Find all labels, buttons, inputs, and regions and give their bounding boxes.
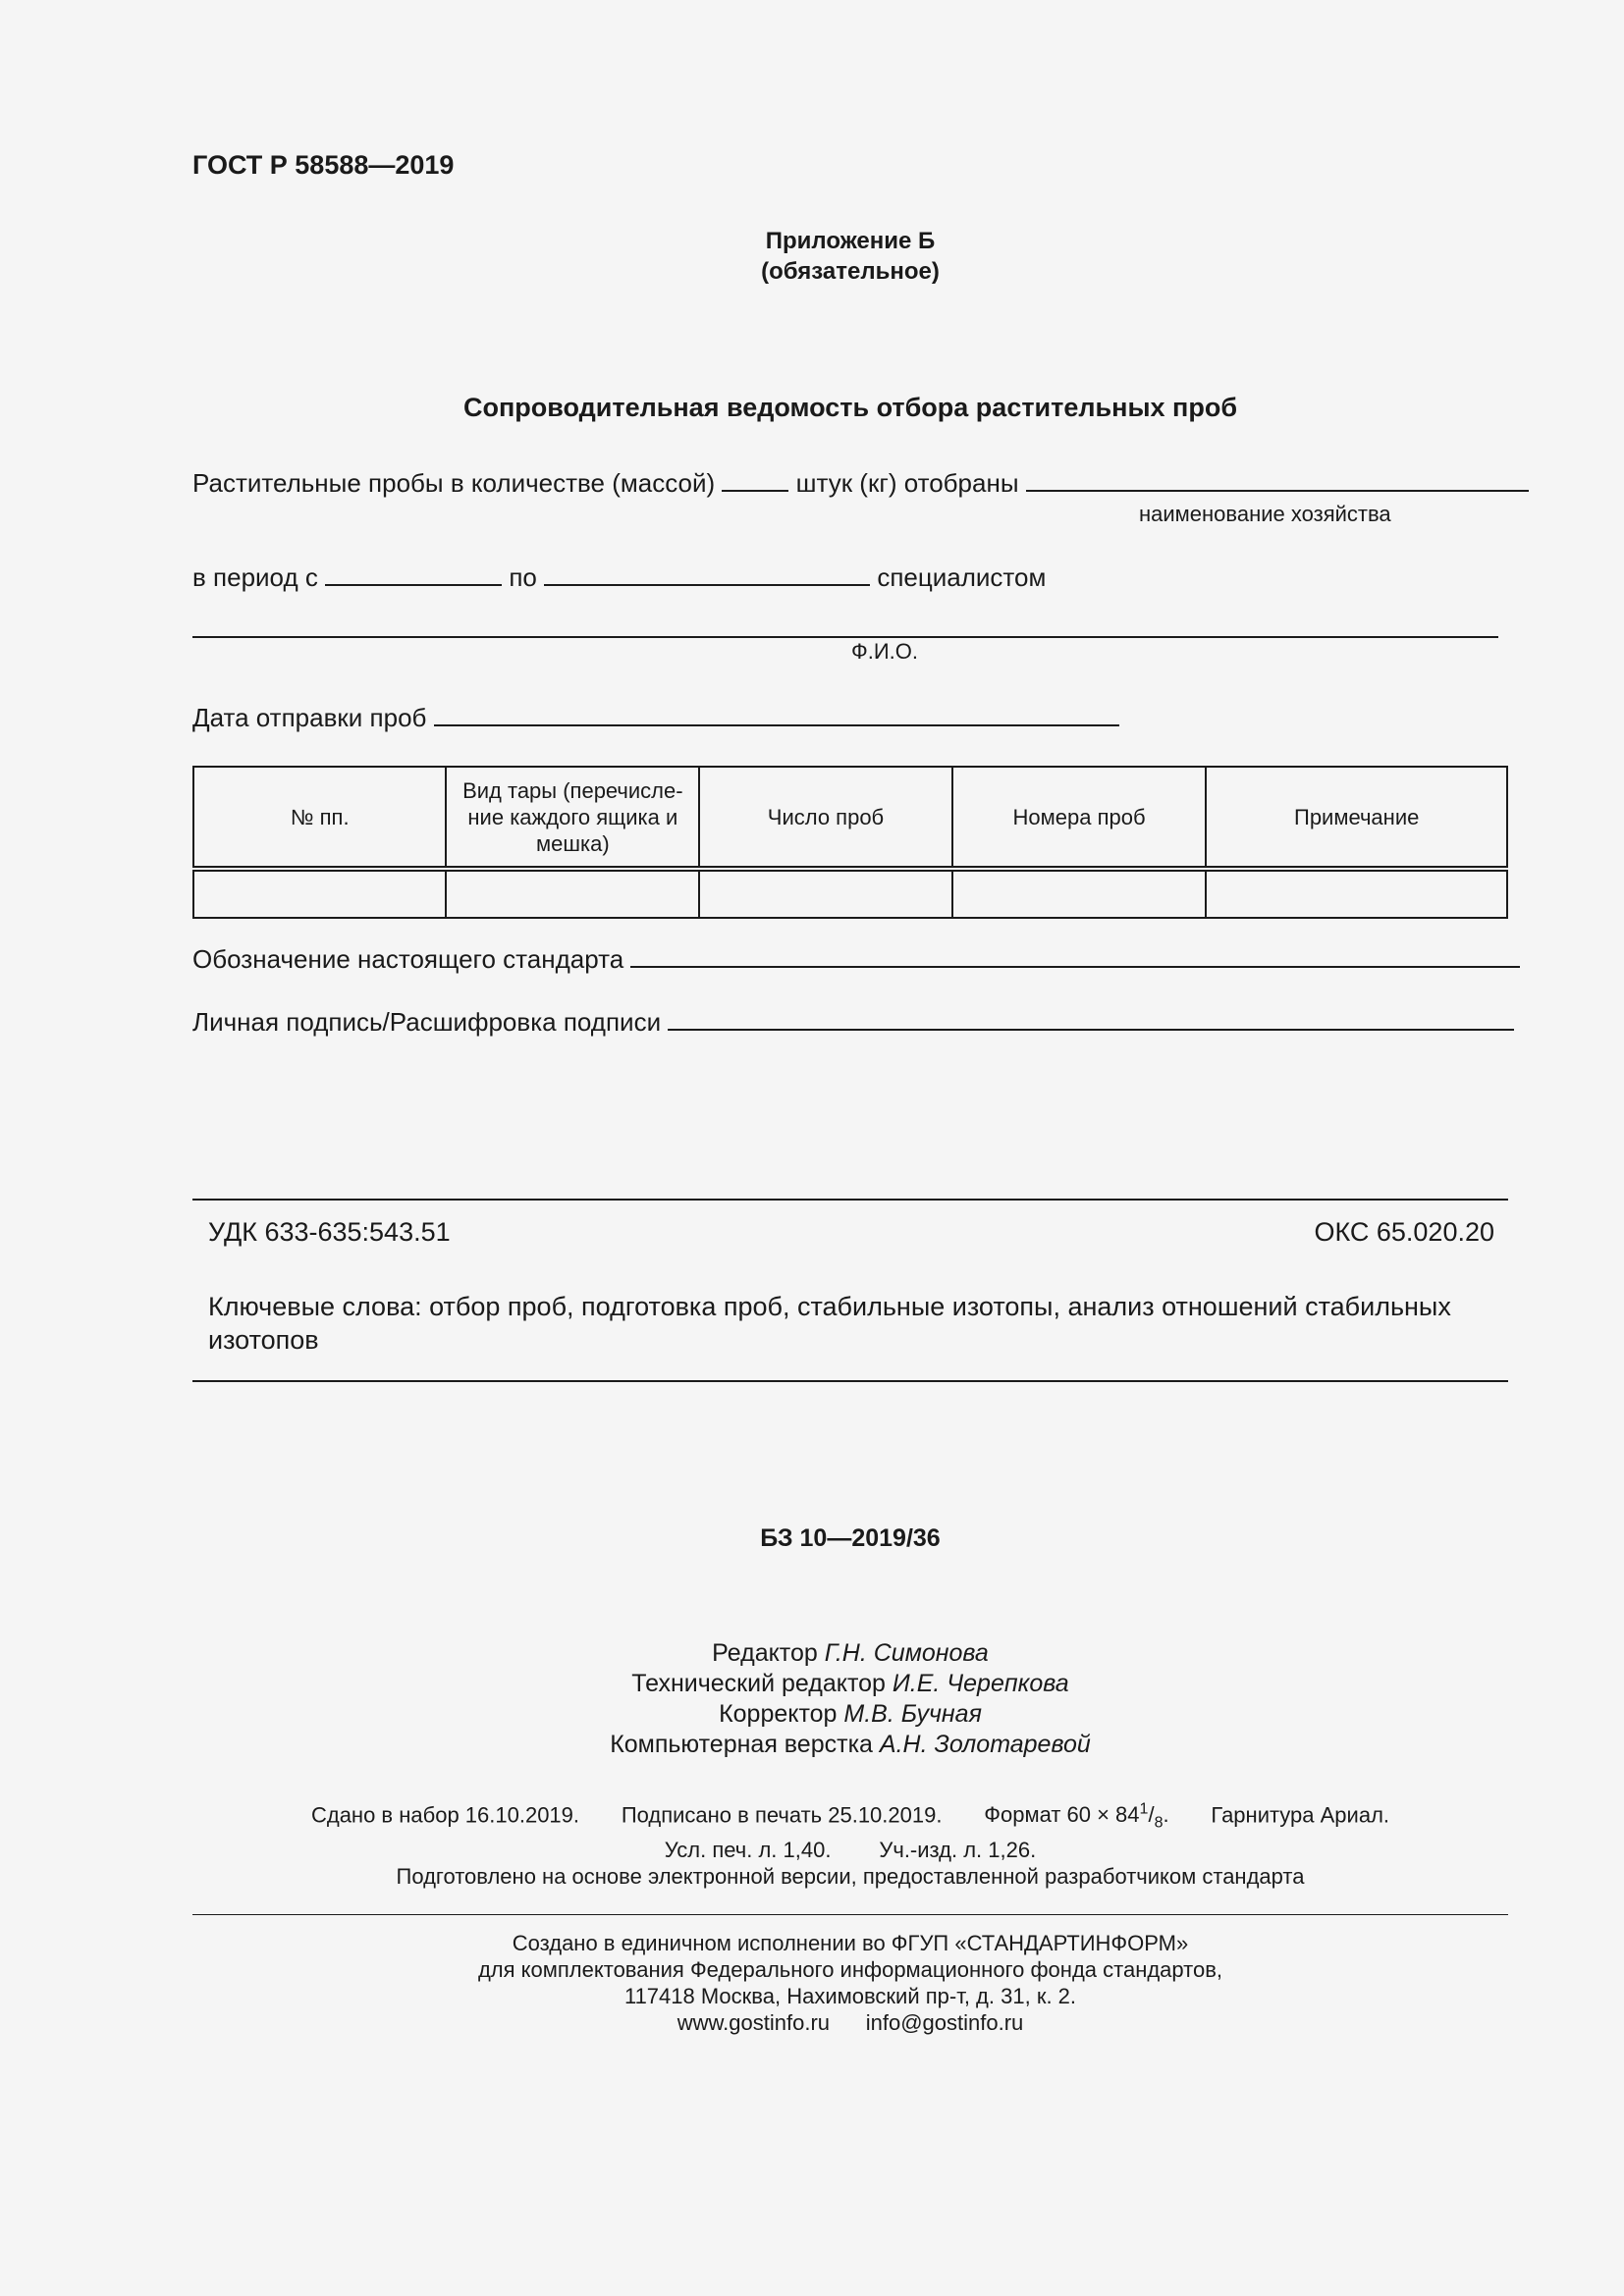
credit-role: Корректор [719, 1700, 838, 1728]
credit-person: М.В. Бучная [843, 1700, 982, 1728]
printed-sheets: Усл. печ. л. 1,40. [664, 1837, 832, 1862]
fio-caption: Ф.И.О. [851, 639, 918, 664]
period-to-blank[interactable] [544, 562, 870, 586]
udk-code: УДК 633-635:543.51 [208, 1217, 451, 1247]
period-from-label: в период с [192, 562, 318, 592]
format-end: . [1163, 1802, 1169, 1828]
publishing-sheets: Уч.-изд. л. 1,26. [879, 1837, 1037, 1862]
bz-number: БЗ 10—2019/36 [760, 1524, 941, 1552]
specialist-label: специалистом [877, 562, 1047, 592]
prepared-note: Подготовлено на основе электронной версии, предоставленной разработчиком стандарта [396, 1863, 1305, 1889]
format-sub: 8 [1154, 1814, 1164, 1832]
publisher-info [0, 1930, 1624, 2036]
format-sup: 1 [1139, 1801, 1149, 1818]
print-info-line-1 [0, 1796, 1624, 1837]
paper-format [984, 1801, 1169, 1832]
samples-table [192, 766, 1508, 919]
credits [0, 1638, 1624, 1760]
typeface: Гарнитура Ариал. [1211, 1802, 1390, 1828]
credit-person: И.Е. Черепкова [892, 1670, 1069, 1697]
divider-top [192, 1199, 1508, 1201]
standard-number: ГОСТ Р 58588—2019 [192, 150, 455, 180]
keywords [208, 1290, 1451, 1357]
appendix-title: Приложение Б [765, 228, 936, 254]
credit-tech-editor [0, 1669, 1624, 1699]
standard-designation-label: Обозначение настоящего стандарта [192, 944, 624, 974]
table-cell[interactable] [446, 869, 699, 918]
website-link[interactable]: www.gostinfo.ru [677, 2010, 831, 2035]
credit-editor [0, 1638, 1624, 1669]
publisher-contacts [0, 2009, 1624, 2036]
table-header-cell: Номера проб [952, 767, 1207, 869]
credit-role: Редактор [712, 1639, 818, 1667]
sent-to-typesetting: Сдано в набор 16.10.2019. [310, 1802, 580, 1828]
standard-designation-blank[interactable] [630, 944, 1520, 968]
table-cell[interactable] [699, 869, 952, 918]
credit-person: Г.Н. Симонова [824, 1639, 989, 1667]
credit-role: Компьютерная верстка [610, 1731, 873, 1758]
form-line-signature [192, 1007, 1514, 1038]
credit-role: Технический редактор [631, 1670, 886, 1697]
publisher-line-1: Создано в единичном исполнении во ФГУП «СТАНДАРТИНФОРМ» [512, 1931, 1189, 1955]
form-line-quantity [192, 468, 1508, 499]
table-header-cell: Число проб [699, 767, 952, 869]
email-link[interactable]: info@gostinfo.ru [865, 2010, 1024, 2035]
credit-person: А.Н. Золотаревой [879, 1731, 1091, 1758]
period-from-blank[interactable] [325, 562, 502, 586]
signature-blank[interactable] [668, 1007, 1514, 1031]
print-info-line-2 [0, 1837, 1624, 1863]
quantity-blank[interactable] [722, 468, 788, 492]
farm-name-blank[interactable] [1026, 468, 1529, 492]
table-cell[interactable] [193, 869, 446, 918]
farm-name-caption: наименование хозяйства [1139, 502, 1391, 526]
credit-proofreader [0, 1699, 1624, 1730]
format-slash: / [1148, 1802, 1155, 1828]
table-header-cell: Вид тары (перечисле- ние каждого ящика и мешка) [446, 767, 699, 869]
table-header-row [193, 767, 1507, 869]
send-date-blank[interactable] [434, 703, 1119, 726]
appendix-type: (обязательное) [761, 258, 940, 285]
form-line-standard-designation [192, 944, 1520, 975]
keywords-line-1: Ключевые слова: отбор проб, подготовка проб, стабильные изотопы, анализ отношений стабильных [208, 1292, 1451, 1321]
credit-layout [0, 1730, 1624, 1760]
signed-for-print: Подписано в печать 25.10.2019. [621, 1802, 943, 1828]
table-header-cell: № пп. [193, 767, 446, 869]
table-header-cell: Примечание [1206, 767, 1507, 869]
form-title: Сопроводительная ведомость отбора растительных проб [462, 393, 1237, 422]
keywords-line-2: изотопов [208, 1325, 319, 1355]
signature-label: Личная подпись/Расшифровка подписи [192, 1007, 662, 1037]
form-line-send-date [192, 703, 1119, 733]
format-text: Формат 60 × 84 [984, 1802, 1140, 1828]
oks-code: ОКС 65.020.20 [1314, 1217, 1494, 1247]
publisher-line-2: для комплектования Федерального информационного фонда стандартов, [477, 1957, 1223, 1982]
table-cell[interactable] [1206, 869, 1507, 918]
quantity-label: Растительные пробы в количестве (массой) [192, 468, 716, 498]
period-to-label: по [509, 562, 537, 592]
form-line-period [192, 562, 1046, 593]
quantity-unit-label: штук (кг) отобраны [795, 468, 1019, 498]
appendix-heading [0, 226, 1624, 287]
send-date-label: Дата отправки проб [192, 703, 427, 732]
fio-blank[interactable] [192, 636, 1498, 638]
publisher-address: 117418 Москва, Нахимовский пр-т, д. 31, к. 2. [623, 1984, 1077, 2008]
table-row [193, 869, 1507, 918]
divider-bottom [192, 1380, 1508, 1382]
table-cell[interactable] [952, 869, 1207, 918]
print-info [0, 1796, 1624, 1890]
publisher-divider [192, 1914, 1508, 1915]
